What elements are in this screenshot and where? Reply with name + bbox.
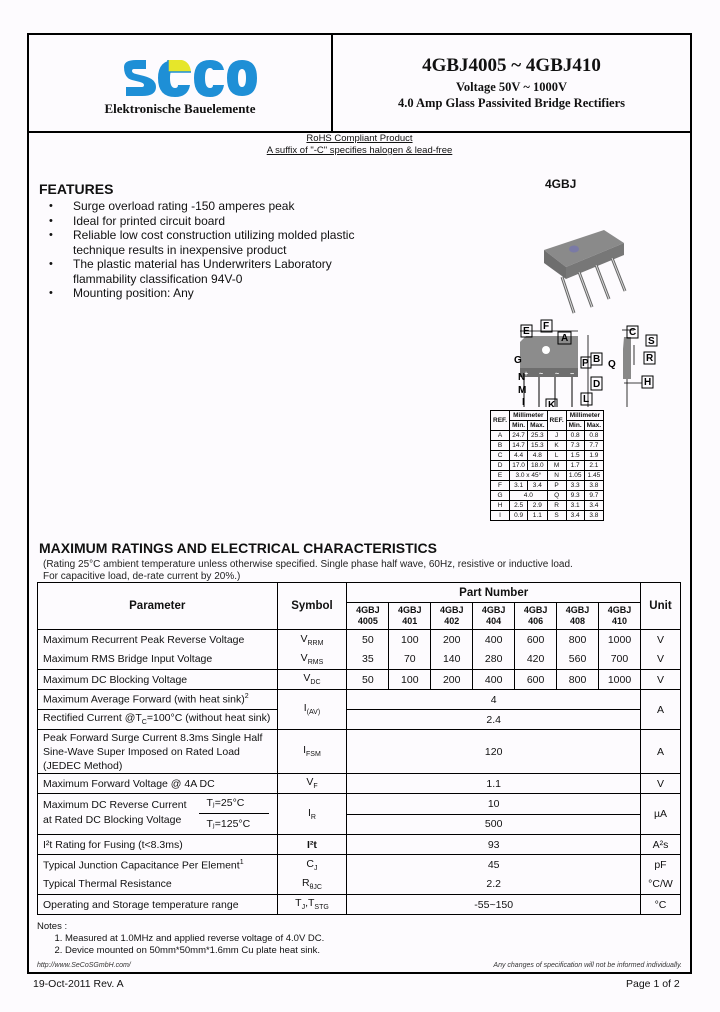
min-header: Min. bbox=[510, 421, 528, 431]
ref: J bbox=[547, 431, 566, 441]
unit-cell: A²s bbox=[640, 835, 680, 855]
symbol-cell: $T_J,T_{STG}$ bbox=[277, 895, 347, 915]
ref: H bbox=[491, 501, 510, 511]
ratings-title: MAXIMUM RATINGS AND ELECTRICAL CHARACTERISTICS bbox=[39, 540, 437, 556]
part-col-401: 4GBJ 401 bbox=[389, 603, 431, 630]
rohs-line-1: RoHS Compliant Product bbox=[306, 133, 413, 144]
feature-item: • Mounting position: Any bbox=[49, 286, 389, 301]
table-row-vf bbox=[38, 774, 681, 794]
max: 1.1 bbox=[528, 511, 547, 521]
value-cell: 600 bbox=[515, 630, 557, 650]
notes-title: Notes : bbox=[37, 921, 68, 932]
param-cell: Maximum RMS Bridge Input Voltage bbox=[38, 650, 278, 670]
symbol-cell: $V_{RMS}$ bbox=[277, 650, 347, 670]
min: 3.1 bbox=[566, 501, 584, 511]
ref: K bbox=[547, 441, 566, 451]
rohs-line-2: A suffix of "-C" specifies halogen & lead-free bbox=[266, 145, 453, 156]
ratings-table bbox=[37, 582, 681, 915]
param-cell: Maximum DC Blocking Voltage bbox=[38, 670, 278, 690]
svg-text:~: ~ bbox=[555, 371, 560, 378]
value-cell: 120 bbox=[347, 730, 641, 774]
disclaimer: Any changes of specification will not be informed individually. bbox=[493, 962, 682, 969]
param-cell: Maximum Forward Voltage @ 4A DC bbox=[38, 774, 278, 794]
title-block bbox=[333, 35, 690, 131]
unit-cell: pF bbox=[640, 855, 680, 875]
min: 9.3 bbox=[566, 491, 584, 501]
table-row-tj bbox=[38, 895, 681, 915]
min: 24.7 bbox=[510, 431, 528, 441]
ref: D bbox=[491, 461, 510, 471]
svg-text:F: F bbox=[543, 321, 550, 332]
param-cell: Maximum Average Forward (with heat sink)$^2$ bbox=[38, 690, 278, 710]
value-cell: 400 bbox=[473, 630, 515, 650]
unit-cell: V bbox=[640, 774, 680, 794]
ref: E bbox=[491, 471, 510, 481]
value-cell: -55~150 bbox=[347, 895, 641, 915]
feature-text: Reliable low cost construction utilizing molded plastic technique results in inexpensive product bbox=[73, 228, 355, 257]
max: 2.1 bbox=[584, 461, 603, 471]
page-number: Page 1 of 2 bbox=[626, 978, 680, 990]
rohs-notice bbox=[29, 133, 690, 157]
symbol-cell: $I_{(AV)}$ bbox=[277, 690, 347, 730]
symbol-cell: $R_{\theta JC}$ bbox=[277, 875, 347, 895]
value-cell: 800 bbox=[557, 630, 599, 650]
dim-row bbox=[491, 431, 604, 441]
svg-text:P: P bbox=[582, 358, 589, 369]
mm-header: Millimeter bbox=[566, 411, 603, 421]
max: 25.3 bbox=[528, 431, 547, 441]
ref: Q bbox=[547, 491, 566, 501]
value-cell: 45 bbox=[347, 855, 641, 875]
feature-text: The plastic material has Underwriters Laboratory flammability classification 94V-0 bbox=[73, 257, 332, 286]
part-col-4005: 4GBJ 4005 bbox=[347, 603, 389, 630]
value-cell: 70 bbox=[389, 650, 431, 670]
svg-text:B: B bbox=[593, 354, 601, 365]
svg-text:K: K bbox=[548, 400, 556, 407]
param-cell: Maximum Recurrent Peak Reverse Voltage bbox=[38, 630, 278, 650]
value-cell: 100 bbox=[389, 630, 431, 650]
symbol-cell: $I_R$ bbox=[277, 794, 347, 835]
svg-text:G: G bbox=[514, 355, 522, 366]
website-link[interactable]: http://www.SeCoSGmbH.com/ bbox=[37, 962, 131, 969]
unit-cell: °C bbox=[640, 895, 680, 915]
value-cell: 1000 bbox=[599, 630, 641, 650]
secos-logo-icon bbox=[122, 59, 262, 97]
condition-tj25: Tⱼ=25°C bbox=[199, 794, 269, 814]
min: 17.0 bbox=[510, 461, 528, 471]
date-revision: 19-Oct-2011 Rev. A bbox=[33, 978, 124, 990]
max: 1.9 bbox=[584, 451, 603, 461]
part-col-406: 4GBJ 406 bbox=[515, 603, 557, 630]
feature-item bbox=[49, 228, 389, 257]
value-cell: 140 bbox=[431, 650, 473, 670]
param-cell: Operating and Storage temperature range bbox=[38, 895, 278, 915]
part-col-402: 4GBJ 402 bbox=[431, 603, 473, 630]
datasheet-frame bbox=[27, 33, 692, 974]
ref: G bbox=[491, 491, 510, 501]
table-row-iav-heatsink bbox=[38, 690, 681, 710]
svg-text:I: I bbox=[522, 397, 525, 407]
max: 3.8 bbox=[584, 481, 603, 491]
symbol-cell: I²t bbox=[277, 835, 347, 855]
ref: S bbox=[547, 511, 566, 521]
unit-cell: µA bbox=[640, 794, 680, 835]
max: 3.4 bbox=[528, 481, 547, 491]
note-item: 2. Device mounted on 50mm*50mm*1.6mm Cu plate heat sink. bbox=[65, 945, 324, 957]
span-value: 3.0 x 45° bbox=[510, 471, 547, 481]
ref: A bbox=[491, 431, 510, 441]
symbol-cell: $V_F$ bbox=[277, 774, 347, 794]
svg-text:L: L bbox=[583, 394, 590, 405]
table-row-i2t bbox=[38, 835, 681, 855]
value-cell: 600 bbox=[515, 670, 557, 690]
ref: B bbox=[491, 441, 510, 451]
unit-cell: V bbox=[640, 630, 680, 650]
svg-text:D: D bbox=[593, 379, 601, 390]
value-cell: 100 bbox=[389, 670, 431, 690]
value-cell: 10 bbox=[347, 794, 641, 815]
symbol-cell: $I_{FSM}$ bbox=[277, 730, 347, 774]
condition-line: For capacitive load, de-rate current by 20%.) bbox=[43, 571, 241, 582]
part-col-408: 4GBJ 408 bbox=[557, 603, 599, 630]
table-row-cj bbox=[38, 855, 681, 875]
table-row-vrms bbox=[38, 650, 681, 670]
max: 9.7 bbox=[584, 491, 603, 501]
max: 2.9 bbox=[528, 501, 547, 511]
value-cell: 400 bbox=[473, 670, 515, 690]
value-cell: 2.2 bbox=[347, 875, 641, 895]
min-header: Min. bbox=[566, 421, 584, 431]
condition-tj125: Tⱼ=125°C bbox=[206, 818, 251, 830]
ref: M bbox=[547, 461, 566, 471]
symbol-header: Symbol bbox=[277, 583, 347, 630]
min: 0.8 bbox=[566, 431, 584, 441]
svg-text:H: H bbox=[644, 377, 652, 388]
unit-header: Unit bbox=[640, 583, 680, 630]
unit-cell: °C/W bbox=[640, 875, 680, 895]
note-item: 1. Measured at 1.0MHz and applied reverse voltage of 4.0V DC. bbox=[65, 933, 324, 945]
value-cell: 200 bbox=[431, 630, 473, 650]
svg-text:+: + bbox=[524, 371, 529, 378]
symbol-cell: $C_J$ bbox=[277, 855, 347, 875]
span-value: 4.0 bbox=[510, 491, 547, 501]
value-cell: 280 bbox=[473, 650, 515, 670]
dim-row bbox=[491, 441, 604, 451]
dim-row bbox=[491, 461, 604, 471]
dim-row bbox=[491, 471, 604, 481]
package-outline-diagram-icon bbox=[484, 195, 694, 407]
unit-cell: V bbox=[640, 670, 680, 690]
value-cell: 2.4 bbox=[347, 710, 641, 730]
ref: F bbox=[491, 481, 510, 491]
table-row-ir-25c bbox=[38, 794, 681, 815]
part-range-title: 4GBJ4005 ~ 4GBJ410 bbox=[422, 55, 601, 76]
param-cell: Peak Forward Surge Current 8.3ms Single Half Sine-Wave Super Imposed on Rated Load (JEDEC Method) bbox=[38, 730, 278, 774]
value-cell: 50 bbox=[347, 630, 389, 650]
param-cell: Rectified Current $@T_C=100^\circ C$ (without heat sink) bbox=[38, 710, 278, 730]
unit-cell: A bbox=[640, 690, 680, 730]
max-header: Max. bbox=[584, 421, 603, 431]
min: 1.5 bbox=[566, 451, 584, 461]
feature-item bbox=[49, 257, 389, 286]
features-list bbox=[49, 199, 389, 301]
max: 4.8 bbox=[528, 451, 547, 461]
parameter-header: Parameter bbox=[38, 583, 278, 630]
logo-subtitle: Elektronische Bauelemente bbox=[104, 101, 256, 116]
unit-cell: A bbox=[640, 730, 680, 774]
svg-text:E: E bbox=[523, 326, 530, 337]
min: 1.7 bbox=[566, 461, 584, 471]
feature-item: • Ideal for printed circuit board bbox=[49, 214, 389, 229]
dimension-table bbox=[490, 410, 604, 521]
value-cell: 420 bbox=[515, 650, 557, 670]
svg-text:S: S bbox=[648, 336, 655, 347]
value-cell: 93 bbox=[347, 835, 641, 855]
symbol-cell: $V_{DC}$ bbox=[277, 670, 347, 690]
part-col-410: 4GBJ 410 bbox=[599, 603, 641, 630]
max: 0.8 bbox=[584, 431, 603, 441]
rating-conditions bbox=[43, 559, 573, 583]
svg-text:~: ~ bbox=[539, 371, 544, 378]
svg-text:A: A bbox=[561, 333, 569, 344]
part-number-header: Part Number bbox=[347, 583, 641, 603]
value-cell: 800 bbox=[557, 670, 599, 690]
product-description: 4.0 Amp Glass Passivited Bridge Rectifiers bbox=[397, 96, 626, 110]
svg-text:Q: Q bbox=[608, 359, 616, 370]
ref: I bbox=[491, 511, 510, 521]
value-cell: 50 bbox=[347, 670, 389, 690]
ref: N bbox=[547, 471, 566, 481]
min: 7.3 bbox=[566, 441, 584, 451]
ref: R bbox=[547, 501, 566, 511]
notes bbox=[37, 921, 324, 957]
ref-header: REF. bbox=[491, 411, 510, 431]
value-cell: 560 bbox=[557, 650, 599, 670]
value-cell: 1000 bbox=[599, 670, 641, 690]
package-name: 4GBJ bbox=[545, 177, 577, 191]
value-cell: 700 bbox=[599, 650, 641, 670]
value-cell: 500 bbox=[347, 814, 641, 835]
max: 3.4 bbox=[584, 501, 603, 511]
param-cell: Typical Junction Capacitance Per Element$^1$ bbox=[38, 855, 278, 875]
dim-row bbox=[491, 451, 604, 461]
param-cell: I²t Rating for Fusing (t<8.3ms) bbox=[38, 835, 278, 855]
dim-row bbox=[491, 481, 604, 491]
min: 1.05 bbox=[566, 471, 584, 481]
unit-cell: V bbox=[640, 650, 680, 670]
table-row-vrrm bbox=[38, 630, 681, 650]
table-row-iav-no-heatsink bbox=[38, 710, 681, 730]
mm-header: Millimeter bbox=[510, 411, 547, 421]
table-row-rth bbox=[38, 875, 681, 895]
min: 0.9 bbox=[510, 511, 528, 521]
features-title: FEATURES bbox=[39, 181, 114, 197]
ref: C bbox=[491, 451, 510, 461]
max-header: Max. bbox=[528, 421, 547, 431]
ref-header: REF. bbox=[547, 411, 566, 431]
max: 15.3 bbox=[528, 441, 547, 451]
dim-row bbox=[491, 491, 604, 501]
value-cell: 35 bbox=[347, 650, 389, 670]
header bbox=[29, 35, 690, 133]
voltage-range: Voltage 50V ~ 1000V bbox=[455, 80, 568, 94]
value-cell: 4 bbox=[347, 690, 641, 710]
svg-text:M: M bbox=[518, 385, 527, 396]
param-cell: Maximum DC Reverse Current at Rated DC Blocking Voltage Tⱼ=25°C Tⱼ=125°C bbox=[38, 794, 278, 835]
logo-area bbox=[29, 35, 331, 131]
min: 3.3 bbox=[566, 481, 584, 491]
svg-text:C: C bbox=[629, 327, 637, 338]
min: 2.5 bbox=[510, 501, 528, 511]
dim-row bbox=[491, 511, 604, 521]
condition-line: (Rating 25°C ambient temperature unless otherwise specified. Single phase half wave, 60Hz, resistive or inductive load. bbox=[43, 559, 573, 570]
svg-text:N: N bbox=[518, 372, 526, 383]
ref: P bbox=[547, 481, 566, 491]
max: 7.7 bbox=[584, 441, 603, 451]
max: 1.45 bbox=[584, 471, 603, 481]
svg-text:R: R bbox=[646, 353, 654, 364]
dim-row bbox=[491, 501, 604, 511]
feature-item: • Surge overload rating -150 amperes peak bbox=[49, 199, 389, 214]
part-col-404: 4GBJ 404 bbox=[473, 603, 515, 630]
symbol-cell: $V_{RRM}$ bbox=[277, 630, 347, 650]
value-cell: 1.1 bbox=[347, 774, 641, 794]
param-cell: Typical Thermal Resistance bbox=[38, 875, 278, 895]
min: 14.7 bbox=[510, 441, 528, 451]
min: 3.1 bbox=[510, 481, 528, 491]
max: 3.8 bbox=[584, 511, 603, 521]
min: 3.4 bbox=[566, 511, 584, 521]
max: 18.0 bbox=[528, 461, 547, 471]
table-row-ifsm bbox=[38, 730, 681, 774]
min: 4.4 bbox=[510, 451, 528, 461]
value-cell: 200 bbox=[431, 670, 473, 690]
ref: L bbox=[547, 451, 566, 461]
table-row-vdc bbox=[38, 670, 681, 690]
svg-text:−: − bbox=[570, 371, 575, 378]
